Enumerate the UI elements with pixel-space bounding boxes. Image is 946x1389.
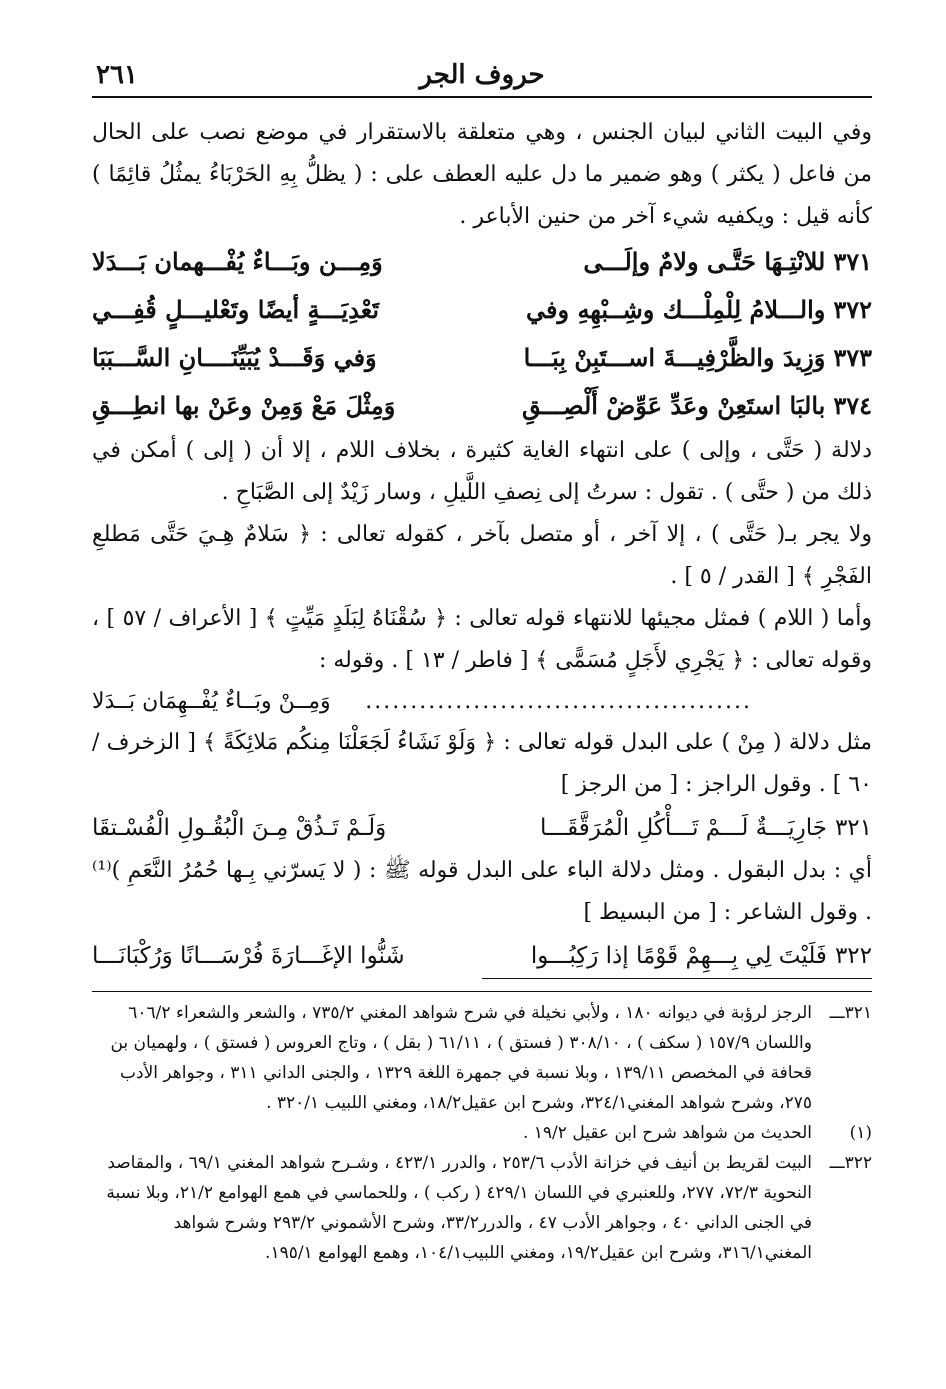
verse-first-hemistich: بالبَا استَعِنْ وعَدِّ عَوِّضْ أَلْصِـــقِ — [522, 391, 826, 420]
verse-second-hemistich: وَمِـــن وبَـــاءٌ يُفْـــهمان بَـــدَلا — [92, 247, 383, 276]
paragraph: دلالة ( حَتَّى ، وإلى ) على انتهاء الغاية كثيرة ، بخلاف اللام ، إلا أن ( إلى ) أمكن في ذلك من ( حتَّى ) . تقول : سرتُ إلى نِصفِ اللَّيلِ ، وسار زَيْدٌ إلى الصَّبَاحِ . — [92, 438, 872, 505]
footnote-text: الرجز لرؤبة في ديوانه ١٨٠ ، ولأبي نخيلة في شرح شواهد المغني ٧٣٥/٢ ، والشعر والشعراء ٦٠٦/٢ واللسان ١٥٧/٩ ( سكف ) ، ٣٠٨/١٠ ( فستق ) ، ٦١/١١ ( بقل ) ، وتاج العروس ( فستق ) ، ولهميان بن قحافة في المخصص ١٣٩/١١ ، وبلا نسبة في جمهرة اللغة ١٣٢٩ ، والجنى الداني ٣١١ ، وجواهر الأدب ٢٧٥، وشرح شواهد المغني٣٢٤/١، وشرح ابن عقيل١٨/٢، ومغني اللبيب ٣٢٠/١ . — [110, 1003, 812, 1113]
verse-line — [92, 238, 872, 286]
footnote — [92, 998, 872, 1118]
verse-first-hemistich: جَارِيَـــةٌ لَـــمْ تَـــأْكُلِ الْمُرَقَّقَـــا — [539, 815, 827, 841]
main-text — [92, 112, 872, 979]
verse-first-hemistich: للانْتِـهَا حَتَّـى ولامٌ وإلَـــى — [583, 247, 826, 276]
quoted-hemistich: وَمِــنْ وبَــاءٌ يُفْــهِمَان بَــدَلا — [92, 689, 331, 714]
verse-second-hemistich: تَعْدِيَـــةٍ أيضًا وتَعْليـــلٍ قُفِـــي — [92, 295, 380, 324]
verse-number: ٣٧٤ — [833, 391, 872, 420]
verse-line — [92, 334, 872, 382]
verse-second-hemistich: وَمِثْلَ مَعْ وَمِنْ وعَنْ بها انطِـــقِ — [92, 391, 396, 420]
page-number: ٢٦١ — [96, 60, 138, 90]
paragraph: مثل دلالة ( مِنْ ) على البدل قوله تعالى : ﴿ وَلَوْ نَشَاءُ لَجَعَلْنَا مِنكُم مَلائِكَةً ﴾ [ الزخرف / ٦٠ ] . وقول الراجز : [ من الرجز ] — [92, 730, 872, 797]
verse-second-hemistich: شَنُّوا الإغَـــارَةَ فُرْسَـــانًا وَرُكْبَانَـــا — [92, 943, 405, 969]
footnote-mark: ٣٢٢ـــ — [829, 1153, 872, 1173]
footnotes — [92, 998, 872, 1268]
quoted-verse — [92, 682, 872, 722]
verse-number: ٣٧١ — [833, 247, 872, 276]
verse-line — [92, 382, 872, 430]
paragraph: أي : بدل البقول . ومثل دلالة الباء على البدل قوله ﷺ : ( لا يَسرّني بِـها حُمُرُ النَّعَمِ )⁽¹⁾ . وقول الشاعر : [ من البسيط ] — [92, 858, 872, 925]
verse-second-hemistich: وَلَـمْ تَـذُقْ مِـنَ الْبُقُـولِ الْفُسْـتقَا — [92, 815, 387, 841]
footnote — [92, 1118, 872, 1148]
verse-line — [92, 934, 872, 979]
verse-second-hemistich: وَفي وَقَـــدْ يُبَيِّنَــــانِ السَّـــبَبَا — [92, 343, 377, 372]
book-page — [92, 58, 872, 1268]
verse-number: ٣٧٢ — [833, 295, 872, 324]
footnote-text: البيت لقريط بن أنيف في خزانة الأدب ٢٥٣/٦ ، والدرر ٤٢٣/١ ، وشـرح شواهد المغني ٦٩/١ ، والمقاصد النحوية ٧٢/٣، ٢٧٧، وللعنبري في اللسان ٤٢٩/١ ( ركب ) ، وللحماسي في همع الهوامع ٢١/٢، وبلا نسبة في الجنى الداني ٤٠ ، وجواهر الأدب ٤٧ ، والدرر٣٣/٢، وشرح الأشموني ٢٩٣/٢ وشرح شواهد المغني٣١٦/١، وشرح ابن عقيل١٩/٢، ومغني اللبيب١٠٤/١، وهمع الهوامع ١٩٥/١. — [106, 1153, 812, 1263]
footnote-separator — [92, 991, 872, 992]
verse-line — [92, 286, 872, 334]
footnote-mark: (١) — [849, 1123, 872, 1143]
verse-number: ٣٧٣ — [833, 343, 872, 372]
verse-first-hemistich: والـــلامُ لِلْمِلْـــك وشِــبْهِهِ وفي — [526, 295, 826, 324]
page-header — [92, 58, 872, 98]
paragraph: وفي البيت الثاني لبيان الجنس ، وهي متعلقة بالاستقرار في موضع نصب على الحال من فاعل ( يكثر ) وهو ضمير ما دل عليه العطف على : ( يظلُّ بِهِ الحَرْبَاءُ يمثُلُ قائِمًا ) كأنه قيل : ويكفيه شيء آخر من حنين الأباعر . — [92, 120, 872, 229]
verse-number: ٣٢١ — [834, 815, 872, 841]
footnote — [92, 1148, 872, 1268]
verse-number: ٣٢٢ — [834, 943, 872, 969]
verse-first-hemistich: فَلَيْتَ لِي بِـــهِمْ قَوْمًا إذا رَكِبُـــوا — [530, 943, 827, 969]
ellipsis: ........................................... — [365, 689, 752, 714]
footnote-text: الحديث من شواهد شرح ابن عقيل ١٩/٢ . — [522, 1123, 812, 1143]
footnote-mark: ٣٢١ـــ — [829, 1003, 872, 1023]
verse-line — [92, 806, 872, 850]
paragraph: وأما ( اللام ) فمثل مجيئها للانتهاء قوله تعالى : ﴿ سُقْنَاهُ لِبَلَدٍ مَيِّتٍ ﴾ [ الأعراف / ٥٧ ] ، وقوله تعالى : ﴿ يَجْرِي لأَجَلٍ مُسَمًّى ﴾ [ فاطر / ١٣ ] . وقوله : — [92, 606, 872, 673]
verse-first-hemistich: وَزِيدَ والظَّرْفِيـــةَ اســـتَبِنْ بِبَـــا — [523, 343, 826, 372]
paragraph: ولا يجر بـ( حَتَّى ) ، إلا آخر ، أو متصل بآخر ، كقوله تعالى : ﴿ سَلامٌ هِـيَ حَتَّى مَطلعِ الفَجْرِ ﴾ [ القدر / ٥ ] . — [92, 522, 872, 589]
chapter-title: حروف الجر — [419, 60, 545, 90]
